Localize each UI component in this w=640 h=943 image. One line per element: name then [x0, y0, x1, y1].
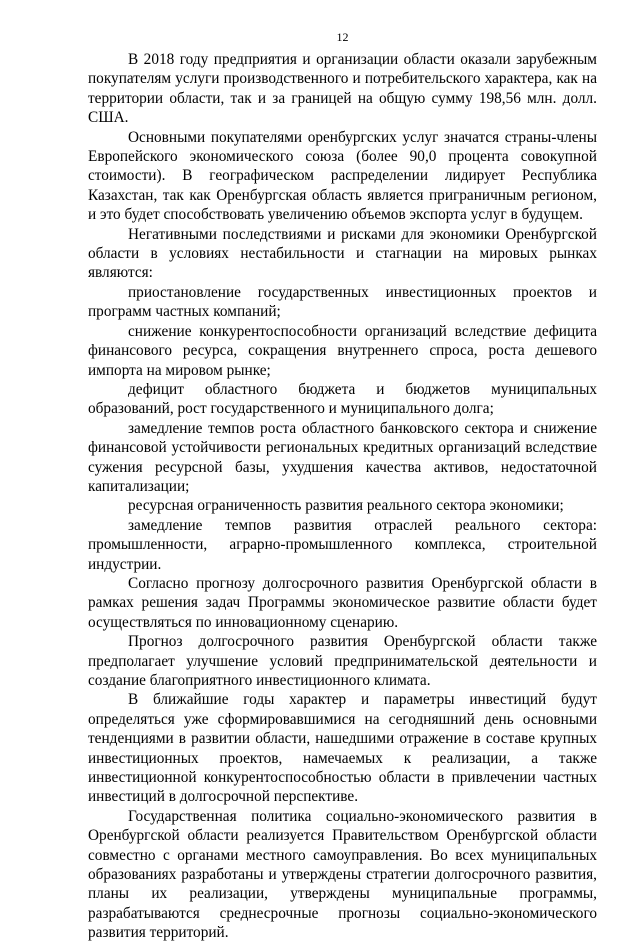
page-number: 12 — [336, 30, 349, 44]
paragraph-investment-trends: В ближайшие годы характер и параметры инвестиций будут определяться уже сформировавшимися на сегодняшний день основными тенденциями в развитии области, нашедшими отражение в составе крупных инвестиционных проектов, намечаемых к реализации, а также инвестиционной конкурентоспособностью области в привлечении частных инвестиций в долгосрочной перспективе. — [88, 691, 597, 806]
paragraph-state-policy: Государственная политика социально-экономического развития в Оренбургской области реализуется Правительством Оренбургской области совместно с органами местного самоуправления. Во всех муниципальных образованиях разработаны и утверждены стратегии долгосрочного развития, планы их реализации, утверждены муниципальные программы, разрабатываются среднесрочные прогнозы социально-экономического развития территорий. — [88, 807, 597, 942]
list-item-risk-budget: дефицит областного бюджета и бюджетов муниципальных образований, рост государственного и муниципального долга; — [88, 380, 597, 418]
list-item-risk-industries: замедление темпов развития отраслей реального сектора: промышленности, аграрно-промышленного комплекса, строительной индустрии. — [88, 516, 597, 573]
list-item-risk-competitiveness: снижение конкурентоспособности организаций вследствие дефицита финансового ресурса, сокращения внутреннего спроса, роста дешевого импорта на мировом рынке; — [88, 322, 597, 379]
list-item-risk-banking: замедление темпов роста областного банковского сектора и снижение финансовой устойчивости региональных кредитных организаций вследствие сужения ресурсной базы, ухудшения качества активов, недостаточной капитализации; — [88, 419, 597, 495]
paragraph-investment-climate: Прогноз долгосрочного развития Оренбургской области также предполагает улучшение условий предпринимательской деятельности и создание благоприятного инвестиционного климата. — [88, 633, 597, 689]
paragraph-services-export: В 2018 году предприятия и организации области оказали зарубежным покупателям услуги производственного и потребительского характера, как на территории области, так и за границей на общую сумму 198,56 млн. долл. США. — [88, 51, 597, 127]
paragraph-innovation-scenario: Согласно прогнозу долгосрочного развития Оренбургской области в рамках решения задач Программы экономическое развитие области будет осуществляться по инновационному сценарию. — [88, 574, 597, 631]
paragraph-main-buyers: Основными покупателями оренбургских услуг значатся страны-члены Европейского экономического союза (более 90,0 процента совокупной стоимости). В географическом распределении лидирует Республика Казахстан, так как Оренбургская область является приграничным регионом, и это будет способствовать увеличению объемов экспорта услуг в будущем. — [88, 128, 597, 224]
paragraph-risks-intro: Негативными последствиями и рисками для экономики Оренбургской области в условиях нестабильности и стагнации на мировых рынках являются: — [88, 225, 597, 282]
list-item-risk-projects: приостановление государственных инвестиционных проектов и программ частных компаний; — [88, 283, 597, 321]
list-item-risk-resources: ресурсная ограниченность развития реального сектора экономики; — [128, 497, 564, 515]
